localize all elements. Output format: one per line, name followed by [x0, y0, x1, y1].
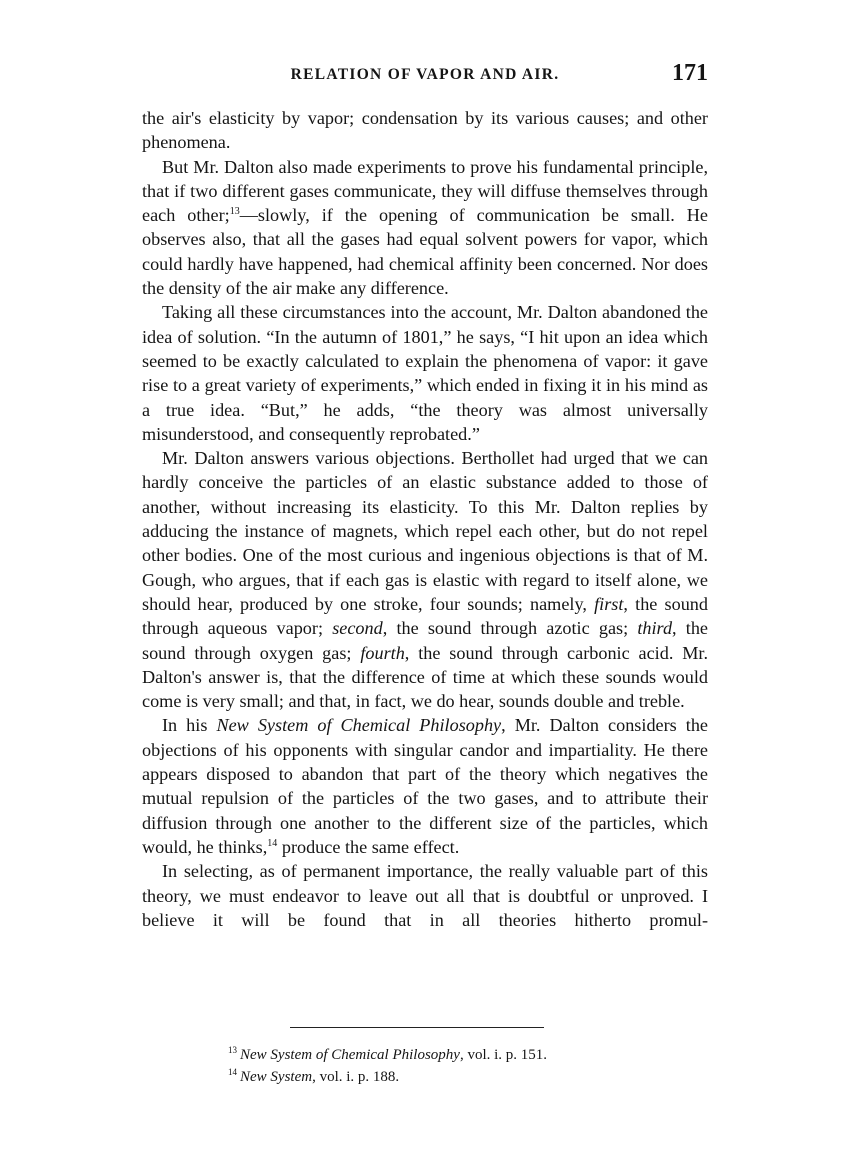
footnote-reference: 13: [229, 206, 240, 218]
text-run: , the sound through aqueous vapor;: [142, 593, 708, 639]
footnote-reference: 14: [267, 837, 278, 849]
text-run: produce the same effect.: [277, 836, 460, 857]
text-run: , the sound through carbonic acid. Mr. Dalton's answer is, that the difference of time at which these sounds would come is very small; and that, in fact, we do hear, sounds double and treble.: [142, 642, 708, 712]
footnote-number: 13: [228, 1045, 237, 1055]
text-run: , the sound through oxygen gas;: [142, 618, 708, 663]
italic-text: New System of Chemical Philosophy: [216, 715, 502, 736]
paragraph: [142, 713, 708, 859]
italic-text: New System of Chemical Philosophy: [240, 1047, 460, 1063]
text-run: Taking all these circumstances into the account, Mr. Dalton abandoned the idea of solution. “In the autumn of 1801,” he says, “I hit upon an idea which seemed to be exactly calculated to explain the phenomena of vapor: it gave rise to a great variety of experiments,” which ended in fixing it in his mind as a true idea. “But,” he adds, “the theory was almost universally misunderstood, and consequently reprobated.”: [142, 302, 708, 444]
text-run: , the sound through azotic gas;: [382, 618, 638, 639]
text-run: the air's elasticity by vapor; condensation by its various causes; and other phenomena.: [142, 108, 708, 153]
paragraph: [142, 300, 708, 446]
text-run: But Mr. Dalton also made experiments to prove his fundamental principle, that if two different gases communicate, they will diffuse themselves through each other;: [142, 156, 708, 226]
italic-text: fourth: [360, 642, 405, 663]
text-run: Mr. Dalton answers various objections. Berthollet had urged that we can hardly conceive the particles of an elastic substance added to those of another, without increasing its elasticity. To this Mr. Dalton replies by adducing the instance of magnets, which repel each other, but do not repel other bodies. One of the most curious and ingenious objections is that of M. Gough, who argues, that if each gas is elastic with regard to itself alone, we should hear, produced by one stroke, four sounds; namely,: [142, 448, 708, 614]
footnote: [228, 1044, 708, 1066]
text-run: —slowly, if the opening of communication be small. He observes also, that all the gases had equal solvent powers for vapor, which could hardly have happened, had chemical affinity been concerned. Nor does the density of the air make any difference.: [142, 205, 708, 299]
italic-text: New System: [240, 1069, 313, 1085]
body-text: [142, 106, 708, 932]
italic-text: second: [332, 618, 383, 639]
paragraph: [142, 446, 708, 713]
text-run: In selecting, as of permanent importance, the really valuable part of this theory, we must endeavor to leave out all that is doubtful or unproved. I believe it will be found that in all theories hitherto promul-: [142, 861, 708, 930]
page-number: 171: [672, 60, 708, 86]
footnote: [228, 1066, 708, 1088]
footnote-rule: [290, 1027, 544, 1028]
italic-text: first: [594, 593, 624, 614]
paragraph: [142, 155, 708, 301]
paragraph: [142, 106, 708, 155]
text-run: , vol. i. p. 188.: [312, 1069, 400, 1085]
running-title: RELATION OF VAPOR AND AIR.: [290, 66, 560, 83]
footnote-number: 14: [228, 1067, 237, 1077]
text-run: , vol. i. p. 151.: [459, 1047, 548, 1063]
italic-text: third: [637, 618, 673, 639]
running-head: [142, 60, 708, 90]
paragraph: [142, 859, 708, 932]
text-run: In his: [162, 715, 217, 736]
text-run: , Mr. Dalton considers the objections of his opponents with singular candor and impartiality. He there appears disposed to abandon that part of the theory which negatives the mutual repulsion of the particles of the two gases, and to attribute their diffusion through one another to the different size of the particles, which would, he thinks,: [142, 715, 708, 857]
footnotes: [228, 1044, 708, 1088]
